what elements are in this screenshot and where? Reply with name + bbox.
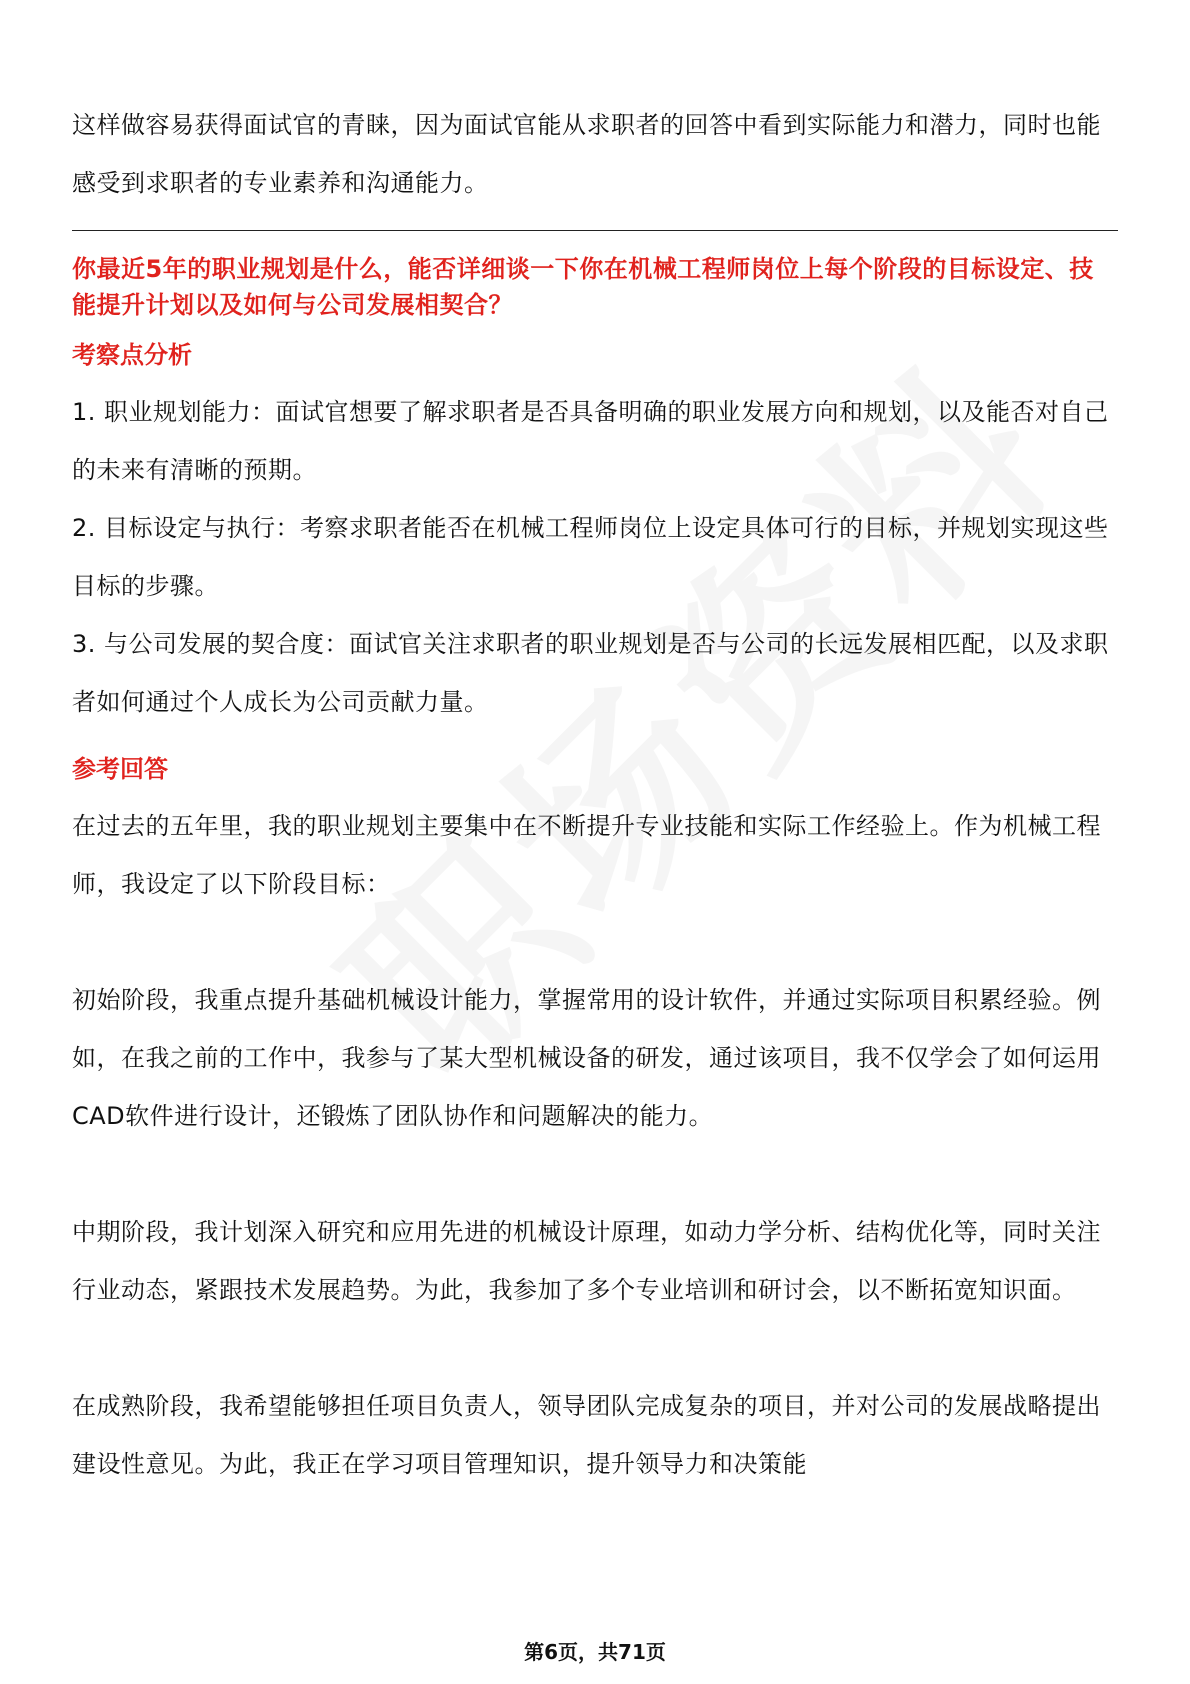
page-number: 第6页，共71页 (524, 1640, 666, 1664)
intro-paragraph: 这样做容易获得面试官的青睐，因为面试官能从求职者的回答中看到实际能力和潜力，同时也能感受到求职者的专业素养和沟通能力。 (72, 111, 1101, 197)
analysis-list (72, 383, 1118, 731)
analysis-item: 1. 职业规划能力：面试官想要了解求职者是否具备明确的职业发展方向和规划，以及能否对自己的未来有清晰的预期。 (72, 398, 1109, 484)
answer-paragraph: 在成熟阶段，我希望能够担任项目负责人，领导团队完成复杂的项目，并对公司的发展战略提出建设性意见。为此，我正在学习项目管理知识，提升领导力和决策能 (72, 1392, 1101, 1478)
answer-paragraph: 中期阶段，我计划深入研究和应用先进的机械设计原理，如动力学分析、结构优化等，同时关注行业动态，紧跟技术发展趋势。为此，我参加了多个专业培训和研讨会，以不断拓宽知识面。 (72, 1218, 1101, 1304)
paragraph-spacer (72, 1145, 1118, 1203)
paragraph-spacer (72, 1319, 1118, 1377)
analysis-heading: 考察点分析 (72, 341, 192, 369)
answer-paragraph: 在过去的五年里，我的职业规划主要集中在不断提升专业技能和实际工作经验上。作为机械工程师，我设定了以下阶段目标： (72, 812, 1101, 898)
answer-heading: 参考回答 (72, 755, 168, 783)
section-divider (72, 230, 1118, 231)
answer-paragraph: 初始阶段，我重点提升基础机械设计能力，掌握常用的设计软件，并通过实际项目积累经验。例如，在我之前的工作中，我参与了某大型机械设备的研发，通过该项目，我不仅学会了如何运用CAD软件进行设计，还锻炼了团队协作和问题解决的能力。 (72, 986, 1101, 1130)
paragraph-spacer (72, 913, 1118, 971)
page-content (72, 96, 1118, 1493)
analysis-item: 3. 与公司发展的契合度：面试官关注求职者的职业规划是否与公司的长远发展相匹配，以及求职者如何通过个人成长为公司贡献力量。 (72, 630, 1109, 716)
interview-question: 你最近5年的职业规划是什么，能否详细谈一下你在机械工程师岗位上每个阶段的目标设定、技能提升计划以及如何与公司发展相契合？ (72, 255, 1094, 319)
analysis-item: 2. 目标设定与执行：考察求职者能否在机械工程师岗位上设定具体可行的目标，并规划实现这些目标的步骤。 (72, 514, 1109, 600)
